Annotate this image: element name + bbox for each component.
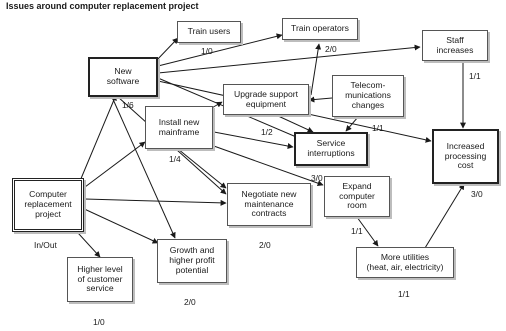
diagram-title: Issues around computer replacement project [6, 1, 199, 11]
node-staff-increases-label: Staff increases [436, 34, 474, 55]
ratio-customer-service: 1/0 [93, 317, 105, 327]
node-train-operators [282, 18, 358, 40]
arrow-upgrade-to-service-interruptions [276, 115, 313, 132]
ratio-growth-profit: 2/0 [184, 297, 196, 307]
arrow-project-to-negotiate-contracts [85, 199, 226, 203]
ratio-more-utilities: 1/1 [398, 289, 410, 299]
node-customer-service [67, 257, 133, 302]
node-service-interruptions [294, 132, 368, 166]
node-negotiate-contracts [227, 183, 311, 226]
node-telecom-label: Telecom- munications changes [345, 80, 391, 110]
node-more-utilities [356, 247, 454, 278]
node-computer-replacement-project [12, 178, 84, 232]
node-telecom [332, 75, 404, 117]
arrow-upgrade-to-train-operators [311, 44, 319, 95]
node-expand-room [324, 176, 390, 217]
node-new-software [88, 57, 158, 97]
ratio-service-interruptions: 3/0 [311, 173, 323, 183]
arrow-mainframe-to-negotiate-contracts [178, 149, 226, 188]
node-growth-profit [157, 239, 227, 283]
arrow-software-to-staff-increases [158, 47, 420, 73]
node-install-mainframe [145, 106, 213, 149]
node-increased-cost-label: Increased processing cost [444, 140, 487, 171]
node-more-utilities-label: More utilities (heat, air, electricity) [366, 251, 444, 272]
ratio-staff-increases: 1/1 [469, 71, 481, 81]
arrow-telecom-to-upgrade [309, 98, 332, 100]
arrow-mainframe-to-service-interruptions [214, 132, 293, 147]
node-customer-service-label: Higher level of customer service [77, 263, 123, 294]
arrow-utilities-to-increased-cost [425, 184, 464, 248]
node-service-interruptions-label: Service interruptions [307, 138, 355, 158]
node-train-users [177, 21, 241, 43]
arrow-telecom-to-service-interruptions [346, 117, 358, 131]
node-new-software-label: New software [106, 66, 140, 86]
node-negotiate-contracts-label: Negotiate new maintenance contracts [241, 188, 297, 219]
node-staff-increases [422, 30, 488, 61]
ratio-new-software: 1/6 [122, 100, 134, 110]
node-train-operators-label: Train operators [291, 23, 349, 34]
node-increased-cost [432, 129, 499, 184]
ratio-upgrade-support: 1/2 [261, 127, 273, 137]
ratio-telecom: 1/1 [372, 123, 384, 133]
node-train-users-label: Train users [187, 26, 231, 37]
node-upgrade-support [223, 84, 309, 115]
node-computer-replacement-label: Computer replacement project [24, 189, 72, 219]
ratio-expand-room: 1/1 [351, 226, 363, 236]
ratio-computer-replacement: In/Out [34, 240, 57, 250]
arrow-project-to-growth-profit [80, 207, 158, 243]
arrow-software-to-train-users [155, 38, 178, 62]
node-expand-room-label: Expand computer room [339, 180, 375, 211]
ratio-negotiate-contracts: 2/0 [259, 240, 271, 250]
ratio-install-mainframe: 1/4 [169, 154, 181, 164]
ratio-train-users: 1/0 [201, 46, 213, 56]
ratio-increased-cost: 3/0 [471, 189, 483, 199]
ratio-train-operators: 2/0 [325, 44, 337, 54]
node-upgrade-support-label: Upgrade support equipment [233, 88, 299, 109]
node-growth-profit-label: Growth and higher profit potential [169, 245, 215, 275]
node-install-mainframe-label: Install new mainframe [158, 116, 200, 137]
